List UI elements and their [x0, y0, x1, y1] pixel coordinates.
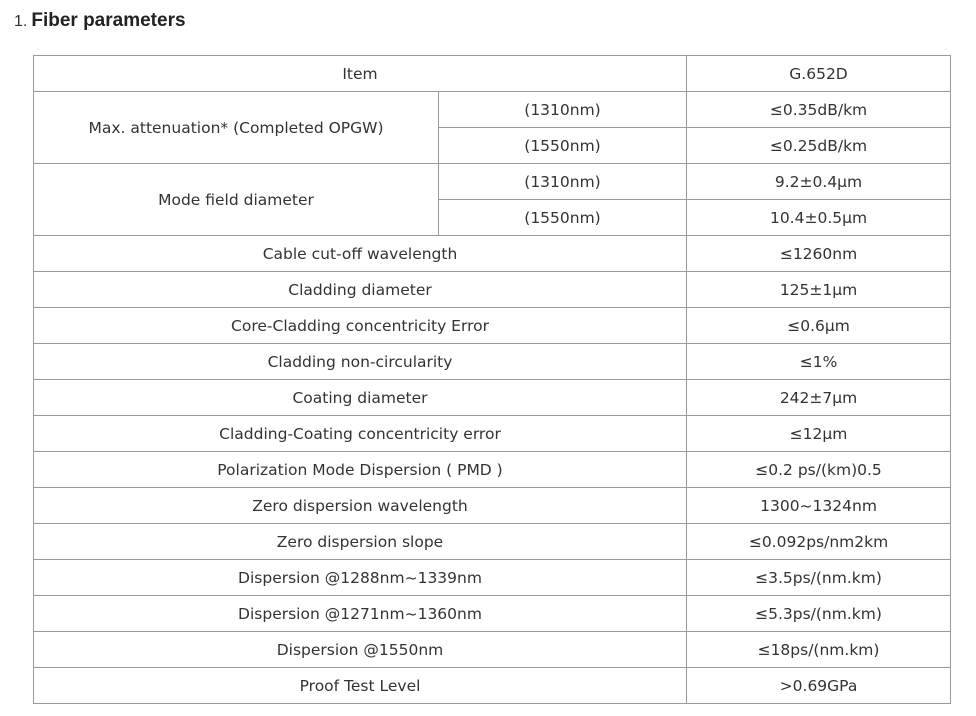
mode-field-value: 10.4±0.5μm — [687, 200, 951, 236]
table-row — [34, 272, 951, 308]
header-standard: G.652D — [687, 56, 951, 92]
attenuation-wavelength: (1310nm) — [439, 92, 687, 128]
table-row — [34, 452, 951, 488]
row-item: Dispersion @1271nm~1360nm — [34, 596, 687, 632]
row-item: Cladding-Coating concentricity error — [34, 416, 687, 452]
row-item: Core-Cladding concentricity Error — [34, 308, 687, 344]
table-row — [34, 668, 951, 704]
row-item: Dispersion @1288nm~1339nm — [34, 560, 687, 596]
attenuation-label: Max. attenuation* (Completed OPGW) — [34, 92, 439, 164]
row-value: ≤12μm — [687, 416, 951, 452]
table-row — [34, 92, 951, 128]
row-item: Cable cut-off wavelength — [34, 236, 687, 272]
attenuation-value: ≤0.35dB/km — [687, 92, 951, 128]
fiber-parameters-table — [33, 55, 951, 704]
table-row — [34, 632, 951, 668]
row-item: Zero dispersion slope — [34, 524, 687, 560]
table-header-row — [34, 56, 951, 92]
row-item: Proof Test Level — [34, 668, 687, 704]
table-row — [34, 596, 951, 632]
table-row — [34, 164, 951, 200]
row-item: Polarization Mode Dispersion ( PMD ) — [34, 452, 687, 488]
row-value: ≤0.092ps/nm2km — [687, 524, 951, 560]
row-value: >0.69GPa — [687, 668, 951, 704]
row-item: Cladding non-circularity — [34, 344, 687, 380]
row-value: ≤18ps/(nm.km) — [687, 632, 951, 668]
table-row — [34, 560, 951, 596]
table-row — [34, 416, 951, 452]
mode-field-label: Mode field diameter — [34, 164, 439, 236]
mode-field-wavelength: (1310nm) — [439, 164, 687, 200]
table-row — [34, 488, 951, 524]
row-item: Coating diameter — [34, 380, 687, 416]
row-value: ≤3.5ps/(nm.km) — [687, 560, 951, 596]
header-item: Item — [34, 56, 687, 92]
row-item: Zero dispersion wavelength — [34, 488, 687, 524]
row-value: ≤1% — [687, 344, 951, 380]
row-item: Dispersion @1550nm — [34, 632, 687, 668]
table-row — [34, 380, 951, 416]
section-number: 1. — [14, 13, 28, 30]
table-row — [34, 524, 951, 560]
section-heading — [14, 10, 186, 36]
mode-field-value: 9.2±0.4μm — [687, 164, 951, 200]
row-value: 242±7μm — [687, 380, 951, 416]
row-value: 125±1μm — [687, 272, 951, 308]
mode-field-wavelength: (1550nm) — [439, 200, 687, 236]
row-value: ≤1260nm — [687, 236, 951, 272]
row-value: ≤0.2 ps/(km)0.5 — [687, 452, 951, 488]
row-value: 1300~1324nm — [687, 488, 951, 524]
table-row — [34, 344, 951, 380]
attenuation-wavelength: (1550nm) — [439, 128, 687, 164]
row-value: ≤0.6μm — [687, 308, 951, 344]
table-row — [34, 308, 951, 344]
attenuation-value: ≤0.25dB/km — [687, 128, 951, 164]
row-value: ≤5.3ps/(nm.km) — [687, 596, 951, 632]
table-row — [34, 236, 951, 272]
section-title: Fiber parameters — [31, 10, 186, 31]
row-item: Cladding diameter — [34, 272, 687, 308]
